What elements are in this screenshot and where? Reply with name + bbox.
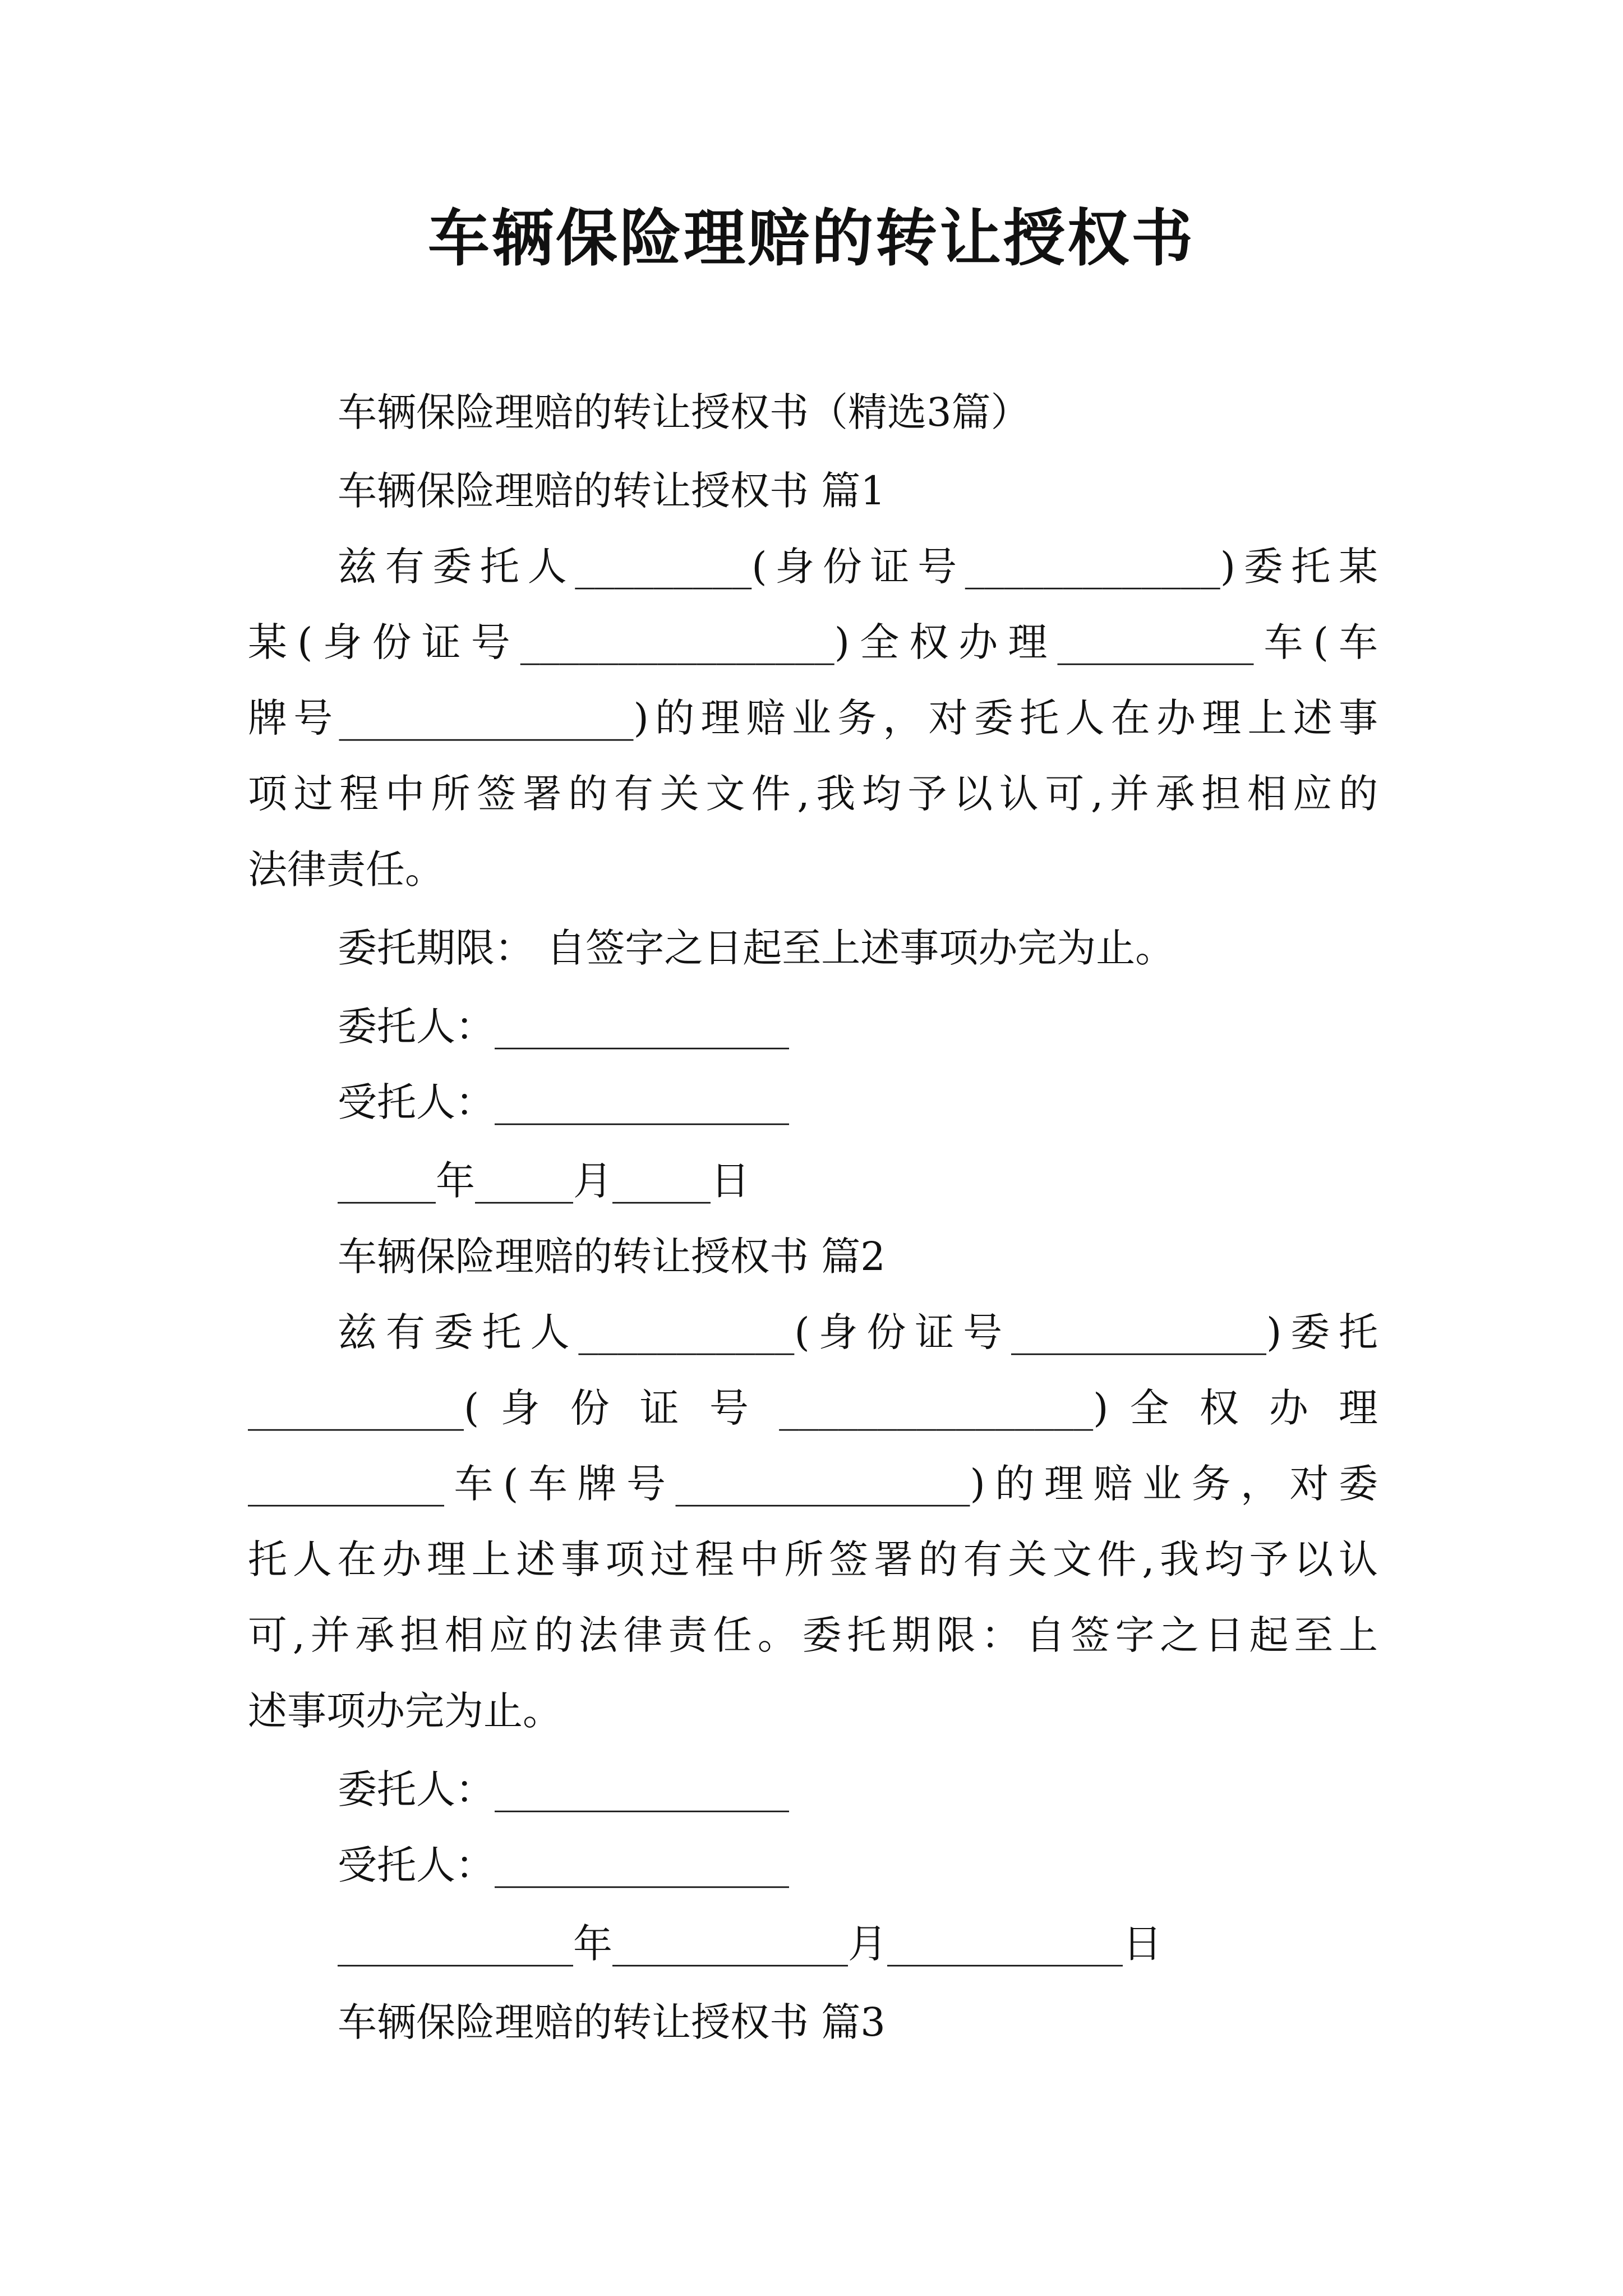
section-2-body-line: 托人在办理上述事项过程中所签署的有关文件,我均予以认 — [248, 1536, 1378, 1582]
document-title: 车辆保险理赔的转让授权书 — [428, 202, 1195, 274]
section-2-body-line: 可,并承担相应的法律责任。委托期限：自签字之日起至上 — [248, 1612, 1378, 1658]
section-1-date: _____年_____月_____日 — [338, 1158, 750, 1204]
document-subtitle: 车辆保险理赔的转让授权书（精选3篇） — [338, 389, 1030, 435]
section-1-term: 委托期限： 自签字之日起至上述事项办完为止。 — [338, 925, 1175, 971]
section-1-agent: 受托人：_______________ — [338, 1079, 789, 1125]
section-1-body-line: 牌号_______________)的理赔业务，对委托人在办理上述事 — [248, 695, 1378, 741]
section-2-body-line: ___________( 身 份 证 号 ________________) 全 权 办 理 — [248, 1385, 1378, 1431]
section-2-date: ____________年____________月____________日 — [338, 1921, 1162, 1967]
section-1-principal: 委托人：_______________ — [338, 1004, 789, 1050]
section-1-body-line: 某(身份证号________________)全权办理__________车(车 — [248, 619, 1378, 665]
section-1-body-line: 兹有委托人_________(身份证号_____________)委托某 — [338, 544, 1378, 590]
section-1-body-line: 项过程中所签署的有关文件,我均予以认可,并承担相应的 — [248, 771, 1378, 817]
section-2-body-line: 述事项办完为止。 — [248, 1688, 562, 1734]
section-2-agent: 受托人：_______________ — [338, 1842, 789, 1888]
section-2-heading: 车辆保险理赔的转让授权书 篇2 — [338, 1234, 886, 1280]
section-1-body-line: 法律责任。 — [248, 846, 444, 892]
section-3-heading: 车辆保险理赔的转让授权书 篇3 — [338, 1999, 886, 2045]
section-2-body-line: 兹有委托人___________(身份证号_____________)委托 — [338, 1309, 1378, 1355]
section-2-body-line: __________车(车牌号_______________)的理赔业务，对委 — [248, 1461, 1378, 1507]
section-2-principal: 委托人：_______________ — [338, 1766, 789, 1812]
section-1-heading: 车辆保险理赔的转让授权书 篇1 — [338, 468, 886, 514]
